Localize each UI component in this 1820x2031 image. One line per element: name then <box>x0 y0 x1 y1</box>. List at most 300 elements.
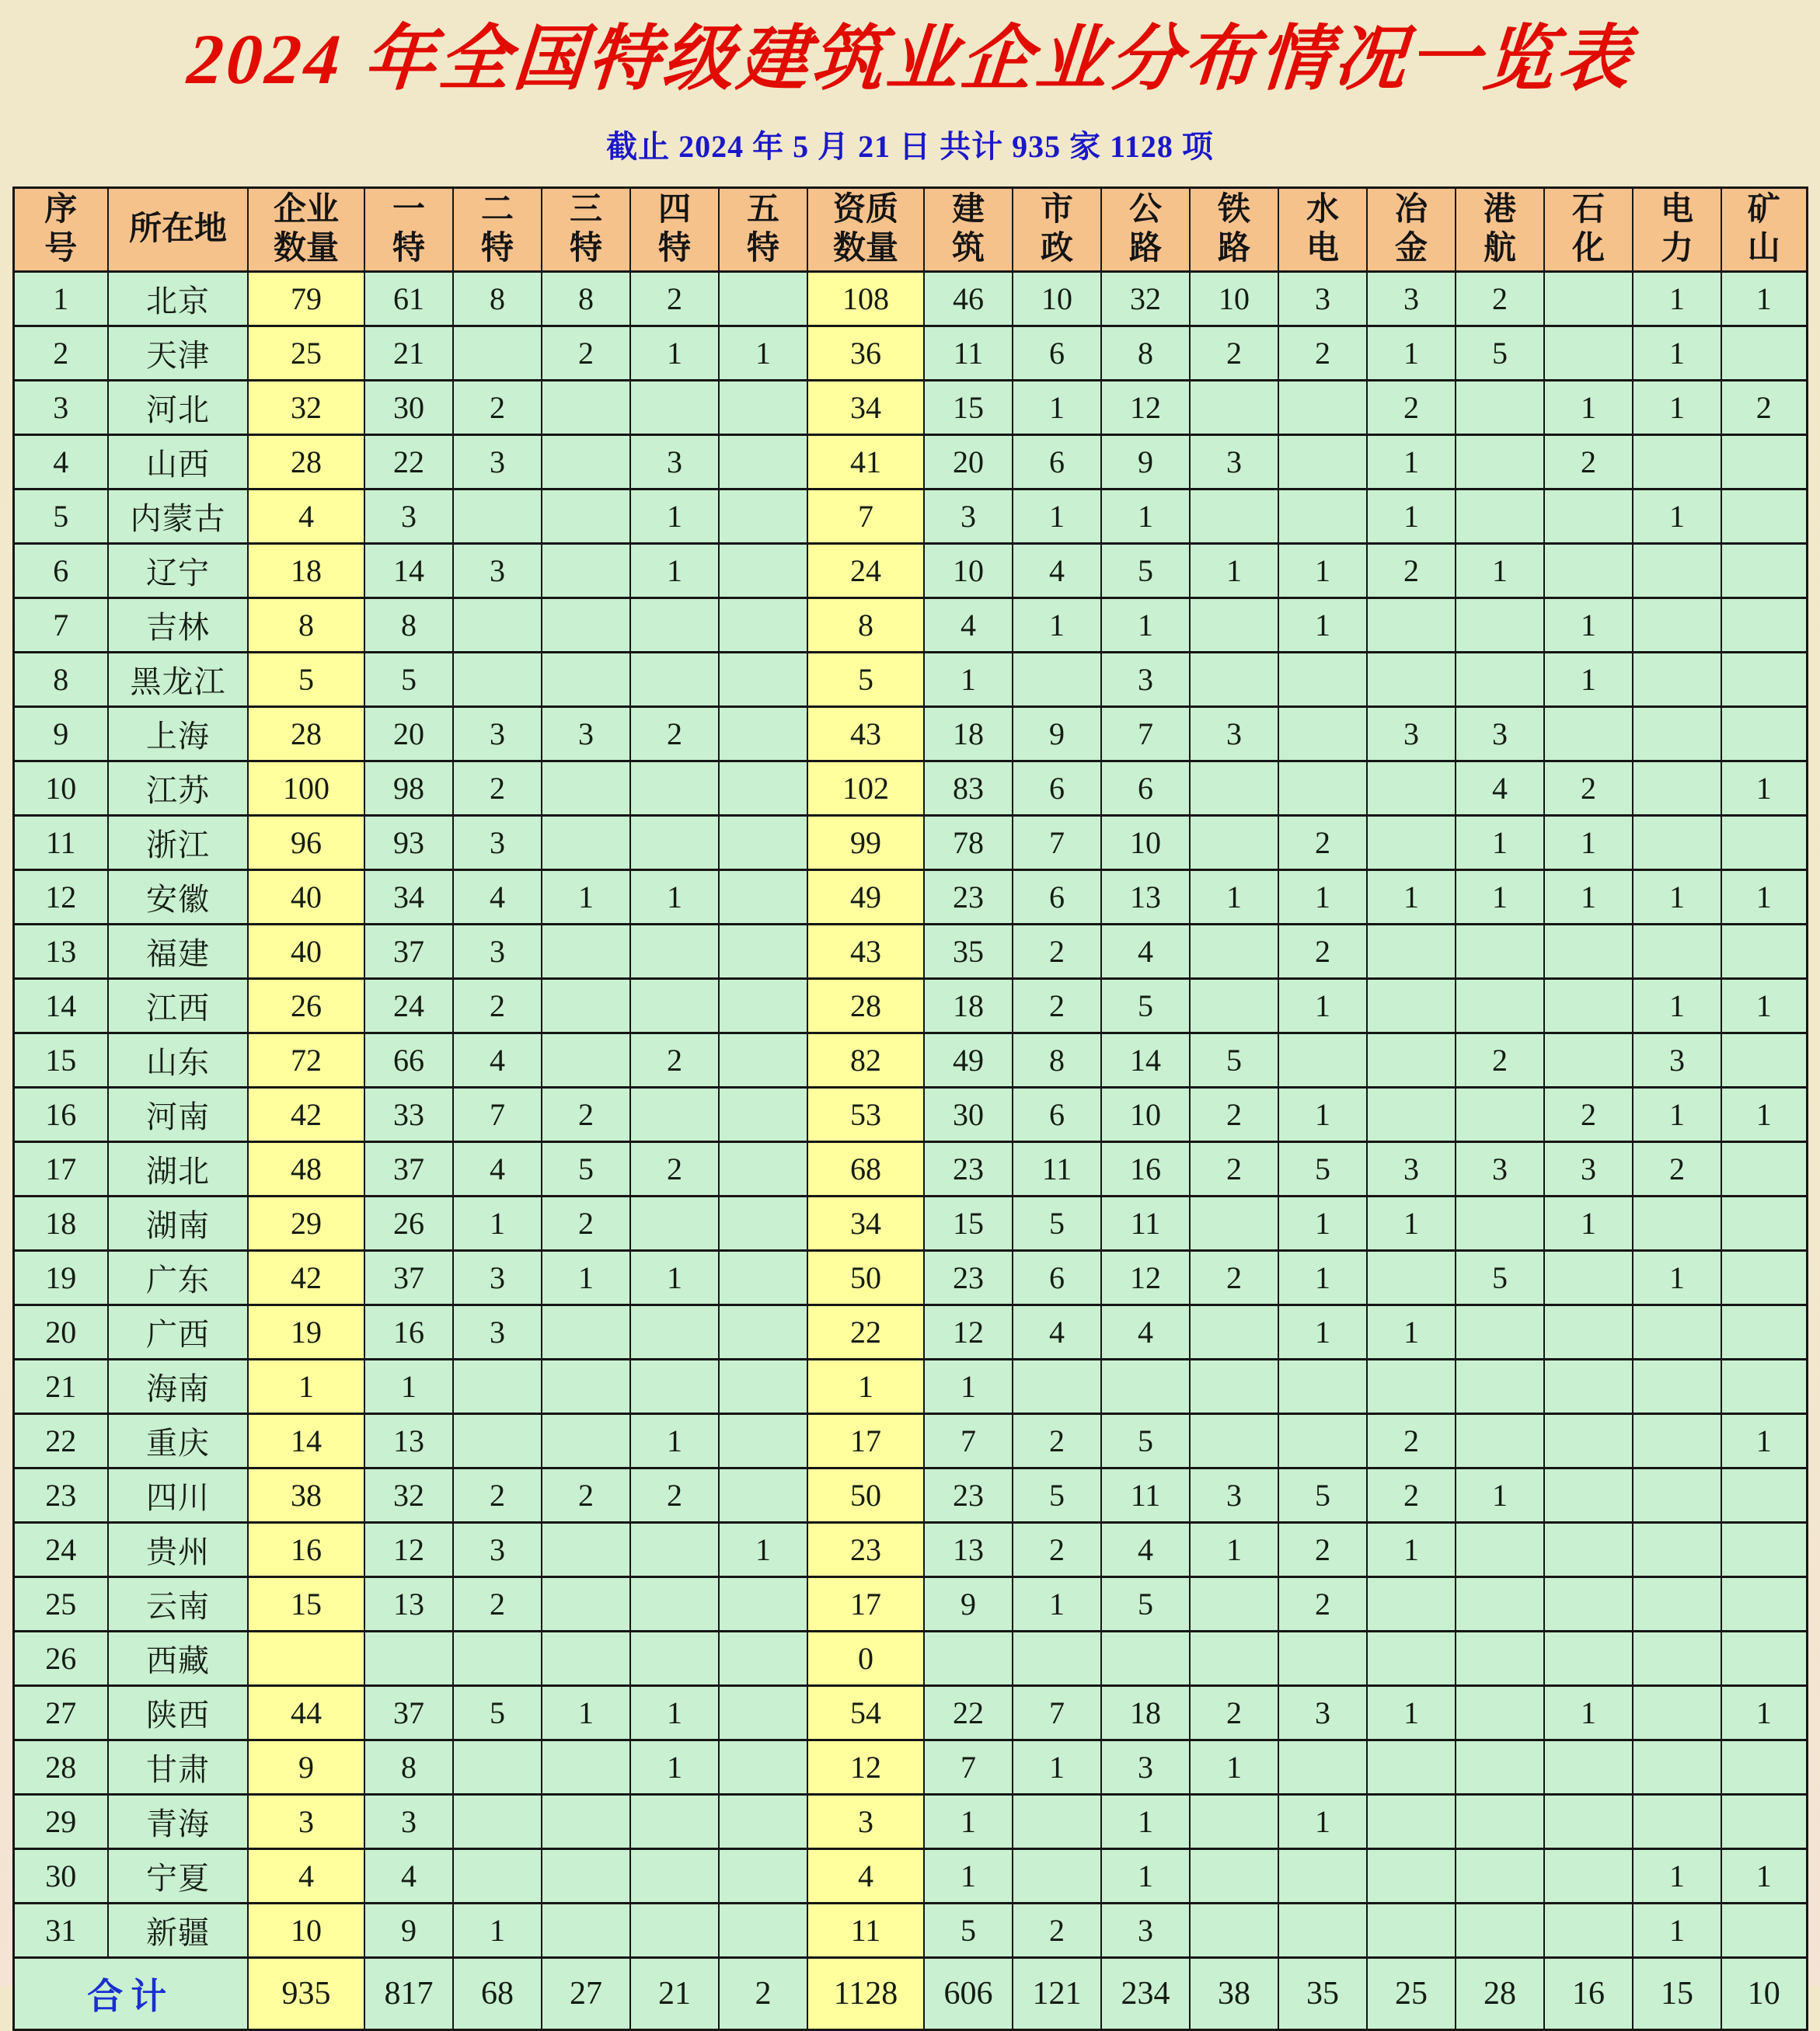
row-index-cell: 11 <box>13 816 108 870</box>
value-cell <box>542 544 630 598</box>
value-cell: 1 <box>1278 870 1367 925</box>
value-cell: 3 <box>1456 707 1544 761</box>
value-cell <box>1367 598 1456 653</box>
value-cell: 1 <box>1721 1686 1807 1740</box>
value-cell: 5 <box>364 653 453 707</box>
region-cell: 北京 <box>108 272 248 326</box>
value-cell: 13 <box>364 1414 453 1468</box>
value-cell <box>1544 1523 1633 1577</box>
value-cell: 2 <box>1190 326 1278 381</box>
value-cell: 4 <box>924 598 1013 653</box>
value-cell: 12 <box>364 1523 453 1577</box>
table-row <box>13 707 1807 761</box>
row-index-cell: 28 <box>13 1740 108 1795</box>
value-cell: 1 <box>630 326 719 381</box>
value-cell <box>1633 435 1721 489</box>
value-cell: 1 <box>1367 326 1456 381</box>
value-cell <box>719 272 807 326</box>
region-cell: 河南 <box>108 1088 248 1142</box>
total-value-cell: 2 <box>719 1958 807 2030</box>
value-cell: 9 <box>1013 707 1101 761</box>
value-cell: 11 <box>1101 1197 1190 1251</box>
total-value-cell: 817 <box>364 1958 453 2030</box>
value-cell: 1 <box>1544 870 1633 925</box>
value-cell <box>542 653 630 707</box>
table-row <box>13 598 1807 653</box>
value-cell <box>1278 653 1367 707</box>
value-cell: 17 <box>807 1414 924 1468</box>
value-cell <box>1190 1795 1278 1849</box>
value-cell <box>1721 1305 1807 1360</box>
value-cell: 3 <box>1278 1686 1367 1740</box>
value-cell: 7 <box>924 1414 1013 1468</box>
value-cell: 10 <box>924 544 1013 598</box>
region-cell: 上海 <box>108 707 248 761</box>
value-cell: 34 <box>807 381 924 435</box>
value-cell: 2 <box>542 326 630 381</box>
value-cell: 108 <box>807 272 924 326</box>
column-header: 企业 数量 <box>248 188 364 272</box>
region-cell: 江西 <box>108 979 248 1033</box>
value-cell: 7 <box>924 1740 1013 1795</box>
value-cell: 50 <box>807 1468 924 1523</box>
value-cell: 1 <box>1190 544 1278 598</box>
value-cell <box>1721 1360 1807 1414</box>
value-cell <box>1278 1904 1367 1958</box>
value-cell: 16 <box>248 1523 364 1577</box>
value-cell <box>1721 1795 1807 1849</box>
table-row <box>13 1577 1807 1632</box>
region-cell: 安徽 <box>108 870 248 925</box>
value-cell: 7 <box>1101 707 1190 761</box>
value-cell: 3 <box>1367 707 1456 761</box>
value-cell <box>1456 1360 1544 1414</box>
value-cell: 2 <box>1367 381 1456 435</box>
value-cell: 43 <box>807 925 924 979</box>
value-cell <box>630 1904 719 1958</box>
value-cell: 2 <box>1013 979 1101 1033</box>
value-cell <box>1456 489 1544 544</box>
value-cell <box>1544 1740 1633 1795</box>
value-cell <box>1633 1523 1721 1577</box>
value-cell <box>719 1795 807 1849</box>
row-index-cell: 31 <box>13 1904 108 1958</box>
value-cell <box>630 979 719 1033</box>
value-cell: 3 <box>630 435 719 489</box>
value-cell <box>630 1197 719 1251</box>
value-cell: 1 <box>1456 1468 1544 1523</box>
value-cell <box>1278 1632 1367 1686</box>
value-cell: 28 <box>248 435 364 489</box>
value-cell <box>924 1632 1013 1686</box>
value-cell: 5 <box>1101 544 1190 598</box>
value-cell: 12 <box>1101 381 1190 435</box>
value-cell: 24 <box>807 544 924 598</box>
value-cell: 10 <box>248 1904 364 1958</box>
value-cell: 30 <box>924 1088 1013 1142</box>
value-cell: 1 <box>1013 489 1101 544</box>
value-cell <box>1278 1740 1367 1795</box>
value-cell <box>453 489 542 544</box>
column-header: 冶 金 <box>1367 188 1456 272</box>
value-cell <box>1721 653 1807 707</box>
page-subtitle: 截止 2024 年 5 月 21 日 共计 935 家 1128 项 <box>606 129 1214 165</box>
row-index-cell: 17 <box>13 1142 108 1197</box>
region-cell: 西藏 <box>108 1632 248 1686</box>
value-cell <box>719 1414 807 1468</box>
value-cell: 1 <box>1633 1251 1721 1305</box>
value-cell <box>1633 1360 1721 1414</box>
row-index-cell: 26 <box>13 1632 108 1686</box>
value-cell <box>542 435 630 489</box>
value-cell <box>1456 1197 1544 1251</box>
value-cell: 7 <box>807 489 924 544</box>
value-cell <box>1367 1632 1456 1686</box>
value-cell <box>1456 435 1544 489</box>
value-cell <box>1190 1414 1278 1468</box>
value-cell: 1 <box>1633 489 1721 544</box>
value-cell: 1 <box>1721 761 1807 816</box>
value-cell: 48 <box>248 1142 364 1197</box>
value-cell: 9 <box>924 1577 1013 1632</box>
value-cell <box>1721 1468 1807 1523</box>
column-header: 资质 数量 <box>807 188 924 272</box>
value-cell: 6 <box>1101 761 1190 816</box>
value-cell: 2 <box>453 1577 542 1632</box>
value-cell: 8 <box>542 272 630 326</box>
value-cell: 6 <box>1013 761 1101 816</box>
value-cell: 1 <box>1367 435 1456 489</box>
value-cell: 3 <box>542 707 630 761</box>
value-cell: 5 <box>248 653 364 707</box>
value-cell: 2 <box>542 1197 630 1251</box>
value-cell <box>1456 1795 1544 1849</box>
value-cell: 5 <box>542 1142 630 1197</box>
row-index-cell: 21 <box>13 1360 108 1414</box>
value-cell <box>1544 707 1633 761</box>
value-cell: 37 <box>364 1686 453 1740</box>
value-cell: 8 <box>364 598 453 653</box>
page-title: 2024 年全国特级建筑业企业分布情况一览表 <box>184 19 1636 99</box>
value-cell <box>1190 598 1278 653</box>
value-cell <box>719 1033 807 1088</box>
value-cell <box>1013 1360 1101 1414</box>
value-cell <box>1456 1686 1544 1740</box>
value-cell: 1 <box>924 1360 1013 1414</box>
value-cell: 3 <box>1456 1142 1544 1197</box>
value-cell <box>453 1414 542 1468</box>
value-cell <box>719 1632 807 1686</box>
value-cell <box>1721 1142 1807 1197</box>
value-cell <box>1367 1740 1456 1795</box>
value-cell: 32 <box>248 381 364 435</box>
value-cell: 3 <box>453 707 542 761</box>
value-cell: 15 <box>924 381 1013 435</box>
value-cell: 1 <box>1721 870 1807 925</box>
value-cell: 4 <box>364 1849 453 1904</box>
value-cell <box>1721 1251 1807 1305</box>
value-cell <box>630 1577 719 1632</box>
column-header: 所在地 <box>108 188 248 272</box>
value-cell: 3 <box>1278 272 1367 326</box>
value-cell <box>719 1740 807 1795</box>
value-cell: 1 <box>1633 1088 1721 1142</box>
value-cell <box>542 598 630 653</box>
value-cell: 2 <box>1190 1686 1278 1740</box>
region-cell: 内蒙古 <box>108 489 248 544</box>
value-cell <box>1013 653 1101 707</box>
value-cell: 1 <box>719 1523 807 1577</box>
value-cell <box>1367 925 1456 979</box>
total-value-cell: 68 <box>453 1958 542 2030</box>
value-cell: 83 <box>924 761 1013 816</box>
value-cell: 26 <box>364 1197 453 1251</box>
value-cell: 2 <box>630 1033 719 1088</box>
value-cell: 1 <box>1456 544 1544 598</box>
row-index-cell: 24 <box>13 1523 108 1577</box>
value-cell <box>1633 1414 1721 1468</box>
value-cell: 1 <box>1278 1305 1367 1360</box>
value-cell <box>1633 1197 1721 1251</box>
region-cell: 广西 <box>108 1305 248 1360</box>
value-cell: 23 <box>924 1468 1013 1523</box>
value-cell <box>1190 925 1278 979</box>
value-cell: 1 <box>1633 326 1721 381</box>
value-cell <box>719 707 807 761</box>
value-cell: 4 <box>1456 761 1544 816</box>
value-cell: 5 <box>1101 979 1190 1033</box>
value-cell: 1 <box>1367 870 1456 925</box>
table-row <box>13 544 1807 598</box>
value-cell: 2 <box>1190 1251 1278 1305</box>
value-cell: 5 <box>453 1686 542 1740</box>
value-cell <box>542 925 630 979</box>
row-index-cell: 7 <box>13 598 108 653</box>
value-cell <box>1367 979 1456 1033</box>
value-cell: 1 <box>1367 1305 1456 1360</box>
region-cell: 四川 <box>108 1468 248 1523</box>
value-cell: 23 <box>924 1251 1013 1305</box>
value-cell <box>1544 1577 1633 1632</box>
region-cell: 山西 <box>108 435 248 489</box>
value-cell: 82 <box>807 1033 924 1088</box>
value-cell: 1 <box>1721 1088 1807 1142</box>
value-cell <box>719 870 807 925</box>
value-cell: 1 <box>1633 1849 1721 1904</box>
row-index-cell: 12 <box>13 870 108 925</box>
value-cell <box>630 816 719 870</box>
table-row <box>13 761 1807 816</box>
value-cell: 17 <box>807 1577 924 1632</box>
value-cell <box>364 1632 453 1686</box>
value-cell <box>1278 1360 1367 1414</box>
value-cell <box>1367 1795 1456 1849</box>
value-cell <box>1544 489 1633 544</box>
value-cell <box>542 1740 630 1795</box>
region-cell: 河北 <box>108 381 248 435</box>
value-cell: 3 <box>453 925 542 979</box>
value-cell <box>1367 1251 1456 1305</box>
value-cell: 12 <box>807 1740 924 1795</box>
value-cell <box>1544 544 1633 598</box>
value-cell <box>453 1795 542 1849</box>
value-cell: 6 <box>1013 1088 1101 1142</box>
value-cell: 2 <box>1013 1523 1101 1577</box>
value-cell: 93 <box>364 816 453 870</box>
value-cell <box>1721 925 1807 979</box>
value-cell: 1 <box>1721 1414 1807 1468</box>
value-cell <box>1367 1849 1456 1904</box>
row-index-cell: 13 <box>13 925 108 979</box>
total-value-cell: 1128 <box>807 1958 924 2030</box>
value-cell: 18 <box>924 707 1013 761</box>
region-cell: 宁夏 <box>108 1849 248 1904</box>
value-cell <box>1367 653 1456 707</box>
value-cell <box>630 1795 719 1849</box>
value-cell <box>719 1577 807 1632</box>
value-cell: 20 <box>924 435 1013 489</box>
value-cell <box>1544 272 1633 326</box>
value-cell: 33 <box>364 1088 453 1142</box>
column-header: 矿 山 <box>1721 188 1807 272</box>
value-cell <box>1721 816 1807 870</box>
value-cell <box>1190 653 1278 707</box>
value-cell: 3 <box>453 816 542 870</box>
value-cell: 3 <box>1544 1142 1633 1197</box>
region-cell: 陕西 <box>108 1686 248 1740</box>
value-cell <box>719 1360 807 1414</box>
value-cell <box>1721 1904 1807 1958</box>
value-cell <box>1721 326 1807 381</box>
value-cell: 3 <box>1190 1468 1278 1523</box>
value-cell <box>1544 1251 1633 1305</box>
value-cell: 68 <box>807 1142 924 1197</box>
value-cell: 2 <box>1278 326 1367 381</box>
table-row <box>13 1904 1807 1958</box>
value-cell <box>1278 707 1367 761</box>
value-cell <box>630 1305 719 1360</box>
value-cell <box>1190 979 1278 1033</box>
value-cell: 49 <box>924 1033 1013 1088</box>
value-cell: 9 <box>1101 435 1190 489</box>
value-cell <box>1013 1632 1101 1686</box>
value-cell <box>453 598 542 653</box>
column-header: 四 特 <box>630 188 719 272</box>
value-cell: 14 <box>1101 1033 1190 1088</box>
value-cell <box>719 1251 807 1305</box>
value-cell <box>1278 1414 1367 1468</box>
row-index-cell: 9 <box>13 707 108 761</box>
value-cell: 1 <box>1101 1795 1190 1849</box>
value-cell: 1 <box>1101 1849 1190 1904</box>
value-cell: 5 <box>1101 1414 1190 1468</box>
value-cell: 4 <box>1013 1305 1101 1360</box>
value-cell: 22 <box>924 1686 1013 1740</box>
value-cell: 3 <box>364 1795 453 1849</box>
value-cell <box>1190 816 1278 870</box>
table-row <box>13 1632 1807 1686</box>
value-cell <box>719 1197 807 1251</box>
table-row <box>13 1197 1807 1251</box>
table-row <box>13 1686 1807 1740</box>
value-cell: 7 <box>1013 1686 1101 1740</box>
value-cell <box>1190 1197 1278 1251</box>
value-cell: 0 <box>807 1632 924 1686</box>
value-cell: 4 <box>248 489 364 544</box>
value-cell: 3 <box>453 435 542 489</box>
value-cell: 102 <box>807 761 924 816</box>
value-cell: 1 <box>1278 1197 1367 1251</box>
value-cell: 3 <box>1190 707 1278 761</box>
value-cell: 1 <box>1367 1523 1456 1577</box>
table-row <box>13 979 1807 1033</box>
value-cell: 36 <box>807 326 924 381</box>
value-cell: 3 <box>807 1795 924 1849</box>
row-index-cell: 8 <box>13 653 108 707</box>
column-header: 公 路 <box>1101 188 1190 272</box>
value-cell <box>453 326 542 381</box>
table-row <box>13 1414 1807 1468</box>
row-index-cell: 23 <box>13 1468 108 1523</box>
column-header: 港 航 <box>1456 188 1544 272</box>
value-cell: 10 <box>1190 272 1278 326</box>
value-cell: 1 <box>542 870 630 925</box>
value-cell: 23 <box>924 870 1013 925</box>
value-cell: 3 <box>924 489 1013 544</box>
value-cell <box>630 1632 719 1686</box>
value-cell: 2 <box>1456 1033 1544 1088</box>
value-cell: 1 <box>1190 870 1278 925</box>
value-cell <box>719 1142 807 1197</box>
value-cell: 21 <box>364 326 453 381</box>
value-cell: 1 <box>630 544 719 598</box>
value-cell: 1 <box>1190 1523 1278 1577</box>
table-row <box>13 1795 1807 1849</box>
value-cell <box>1633 1305 1721 1360</box>
value-cell <box>1633 1686 1721 1740</box>
region-cell: 湖北 <box>108 1142 248 1197</box>
value-cell <box>1190 1360 1278 1414</box>
value-cell <box>1544 1305 1633 1360</box>
value-cell: 1 <box>542 1686 630 1740</box>
value-cell <box>1456 1849 1544 1904</box>
value-cell: 10 <box>1101 1088 1190 1142</box>
value-cell <box>542 979 630 1033</box>
value-cell <box>1190 489 1278 544</box>
value-cell: 44 <box>248 1686 364 1740</box>
value-cell <box>719 1849 807 1904</box>
value-cell <box>1278 381 1367 435</box>
value-cell: 14 <box>248 1414 364 1468</box>
value-cell: 4 <box>1101 925 1190 979</box>
value-cell <box>1721 1740 1807 1795</box>
value-cell: 1 <box>924 653 1013 707</box>
value-cell <box>1278 761 1367 816</box>
value-cell: 1 <box>542 1251 630 1305</box>
table-row <box>13 1305 1807 1360</box>
region-cell: 江苏 <box>108 761 248 816</box>
row-index-cell: 10 <box>13 761 108 816</box>
value-cell <box>630 598 719 653</box>
value-cell <box>1013 1795 1101 1849</box>
value-cell: 1 <box>1633 979 1721 1033</box>
value-cell <box>719 816 807 870</box>
value-cell: 54 <box>807 1686 924 1740</box>
value-cell <box>542 761 630 816</box>
value-cell: 98 <box>364 761 453 816</box>
region-cell: 吉林 <box>108 598 248 653</box>
value-cell: 1 <box>1544 1197 1633 1251</box>
